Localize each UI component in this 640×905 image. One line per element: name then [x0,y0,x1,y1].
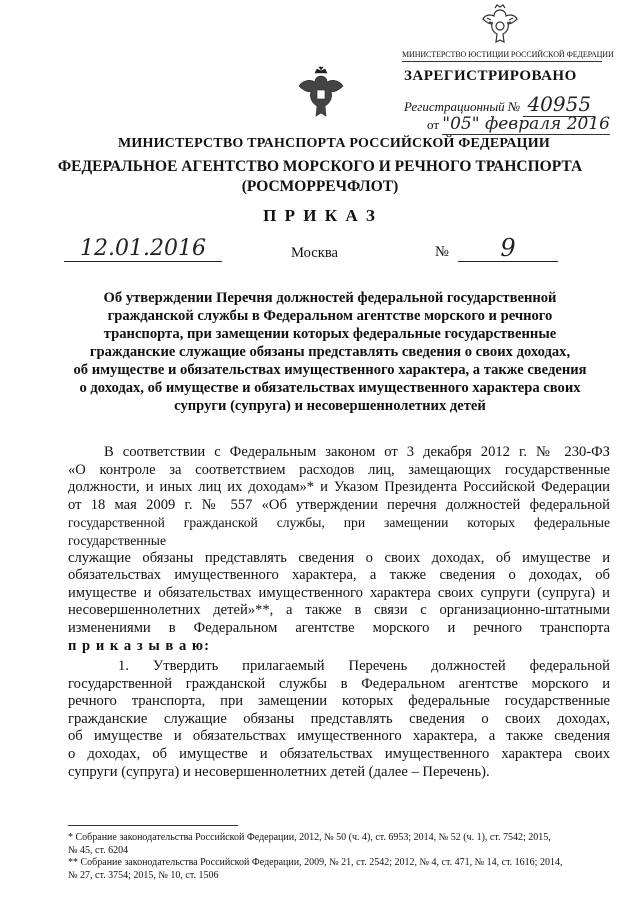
preamble-line: несовершеннолетних детей»**, а также в связи с организационно-штатными [68,602,610,619]
title-line: Об утверждении Перечня должностей федеральной государственной [103,290,557,306]
title-line: супруги (супруга) и несовершеннолетних детей [174,398,486,414]
footnote-line: * Собрание законодательства Российской Федерации, 2012, № 50 (ч. 4), ст. 6953; 2014, № 52 (ч. 1), ст. 7542; 2015, [68,832,551,843]
item-1-line: гражданские служащие обязаны представлять сведения о своих доходах, [68,710,610,727]
preamble-line: от 18 мая 2009 г. № 557 «Об утверждении перечня должностей федеральной [68,496,610,513]
coat-of-arms-icon [295,66,347,122]
order-city: Москва [291,245,339,261]
item-1-line: супруги (супруга) и несовершеннолетних детей (далее – Перечень). [68,763,490,780]
footnote-line: № 27, ст. 3754; 2015, № 10, ст. 1506 [68,869,219,881]
footnote-line: № 45, ст. 6204 [68,844,129,856]
title-line: об имуществе и обязательствах имущественного характера, а также сведения [73,362,587,378]
title-line: о доходах, об имуществе и обязательствах имущественного характера своих [79,380,581,396]
preamble-line: обязательствах имущественного характера, а также сведения о доходах, об [68,567,610,584]
title-line: гражданские служащие обязаны представлять сведения о своих доходах, [89,344,571,360]
stamp-registered: ЗАРЕГИСТРИРОВАНО [404,68,577,84]
item-1-line: об имуществе и обязательствах имущественного характера, а также сведения [68,728,610,745]
agency-line-1: ФЕДЕРАЛЬНОЕ АГЕНТСТВО МОРСКОГО И РЕЧНОГО ТРАНСПОРТА [57,158,583,175]
coat-of-arms-small-icon [479,4,521,48]
stamp-date-prefix: от [427,117,440,132]
agency-line-2: (РОСМОРРЕЧФЛОТ) [241,178,399,195]
preamble-line: изменениями в Федеральном агентстве морского и речного транспорта [68,619,610,636]
title-line: транспорта, при замещении которых федеральные государственные [103,326,557,342]
order-title [60,289,600,415]
preamble-line: В соответствии с Федеральным законом от 3 декабря 2012 г. № 230-ФЗ [104,444,610,460]
preamble-line: «О контроле за соответствием расходов лиц, замещающих государственные [68,461,610,478]
footnotes [68,832,613,882]
ministry-heading: МИНИСТЕРСТВО ТРАНСПОРТА РОССИЙСКОЙ ФЕДЕРАЦИИ [118,136,550,151]
order-number-label: № [435,244,449,260]
stamp-date-hand: "05" февраля 2016 [442,114,610,134]
preamble [68,444,610,655]
order-word: п р и к а з ы в а ю: [68,637,210,654]
stamp-reg-number: 40955 [523,92,595,117]
stamp-reg-label: Регистрационный № [404,99,521,114]
footnote-separator [68,825,238,826]
item-1-line: 1. Утвердить прилагаемый Перечень должностей федеральной [118,658,610,674]
item-1 [68,658,610,781]
agency-heading [0,157,640,197]
preamble-line: государственной гражданской службы, при замещении которых федеральные государственные [68,515,610,548]
document-type: П Р И К А З [263,206,377,225]
preamble-line: имуществе и обязательствах имущественного характера своих супруги (супруга) и [68,584,610,601]
item-1-line: государственной гражданской службы в Федеральном агентстве морского и [68,675,610,692]
preamble-line: должности, и иных лиц их доходам»* и Указом Президента Российской Федерации [68,479,610,496]
footnote-line: ** Собрание законодательства Российской Федерации, 2009, № 21, ст. 2542; 2012, № 4, ст. 471, № 14, ст. 1616; 2014, [68,857,563,868]
title-line: гражданской службы в Федеральном агентстве морского и речного [107,308,553,324]
stamp-divider [402,61,602,62]
item-1-line: о доходах, об имуществе и обязательствах имущественного характера своих [68,745,610,762]
preamble-line: служащие обязаны представлять сведения о своих доходах, об имуществе и [68,549,610,566]
item-1-line: речного транспорта, при замещении которых федеральные государственные [68,693,610,710]
order-number: 9 [458,235,558,262]
stamp-reg-row [404,92,595,116]
stamp-date-row [427,114,610,134]
stamp-ministry: МИНИСТЕРСТВО ЮСТИЦИИ РОССИЙСКОЙ ФЕДЕРАЦИИ [402,50,614,59]
order-date: 12.01.2016 [64,237,222,262]
